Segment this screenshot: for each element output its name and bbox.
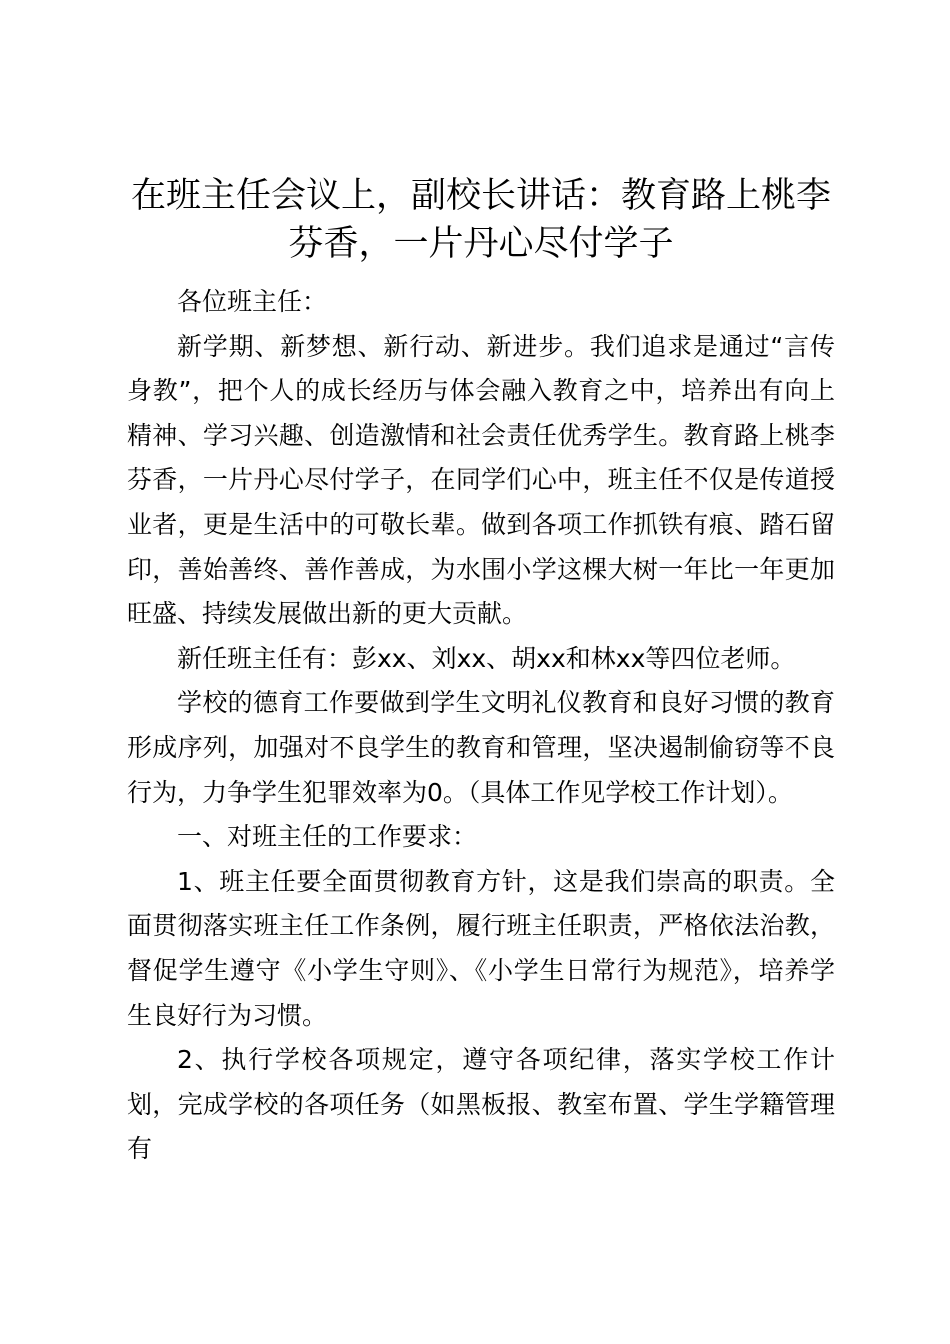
document-title [127,172,835,268]
document-page [127,172,835,1172]
title-line-1: 在班主任会议上，副校长讲话：教育路上桃李 [130,176,831,216]
section-heading-requirements: 一、对班主任的工作要求： [177,822,478,852]
title-line-2: 芬香，一片丹心尽付学子 [288,224,674,264]
requirement-item-2: 2、执行学校各项规定，遵守各项纪律，落实学校工作计划，完成学校的各项任务（如黑板报、教室布置、学生学籍管理有 [127,1045,835,1164]
paragraph-moral-education: 学校的德育工作要做到学生文明礼仪教育和良好习惯的教育形成序列，加强对不良学生的教育和管理，坚决遏制偷窃等不良行为，力争学生犯罪效率为0。（具体工作见学校工作计划）。 [127,688,835,807]
requirement-item-1: 1、班主任要全面贯彻教育方针，这是我们崇高的职责。全面贯彻落实班主任工作条例，履行班主任职责，严格依法治教，督促学生遵守《小学生守则》、《小学生日常行为规范》，培养学生良好行为习惯。 [127,866,835,1030]
paragraph-intro: 新学期、新梦想、新行动、新进步。我们追求是通过“言传身教”，把个人的成长经历与体会融入教育之中，培养出有向上精神、学习兴趣、创造激情和社会责任优秀学生。教育路上桃李芬香，一片丹心尽付学子，在同学们心中，班主任不仅是传道授业者，更是生活中的可敬长辈。做到各项工作抓铁有痕、踏石留印，善始善终、善作善成，为水围小学这棵大树一年比一年更加旺盛、持续发展做出新的更大贡献。 [127,331,835,629]
paragraph-new-teachers: 新任班主任有：彭xx、刘xx、胡xx和林xx等四位老师。 [177,643,796,673]
salutation: 各位班主任： [177,287,328,316]
document-body [127,280,835,1172]
